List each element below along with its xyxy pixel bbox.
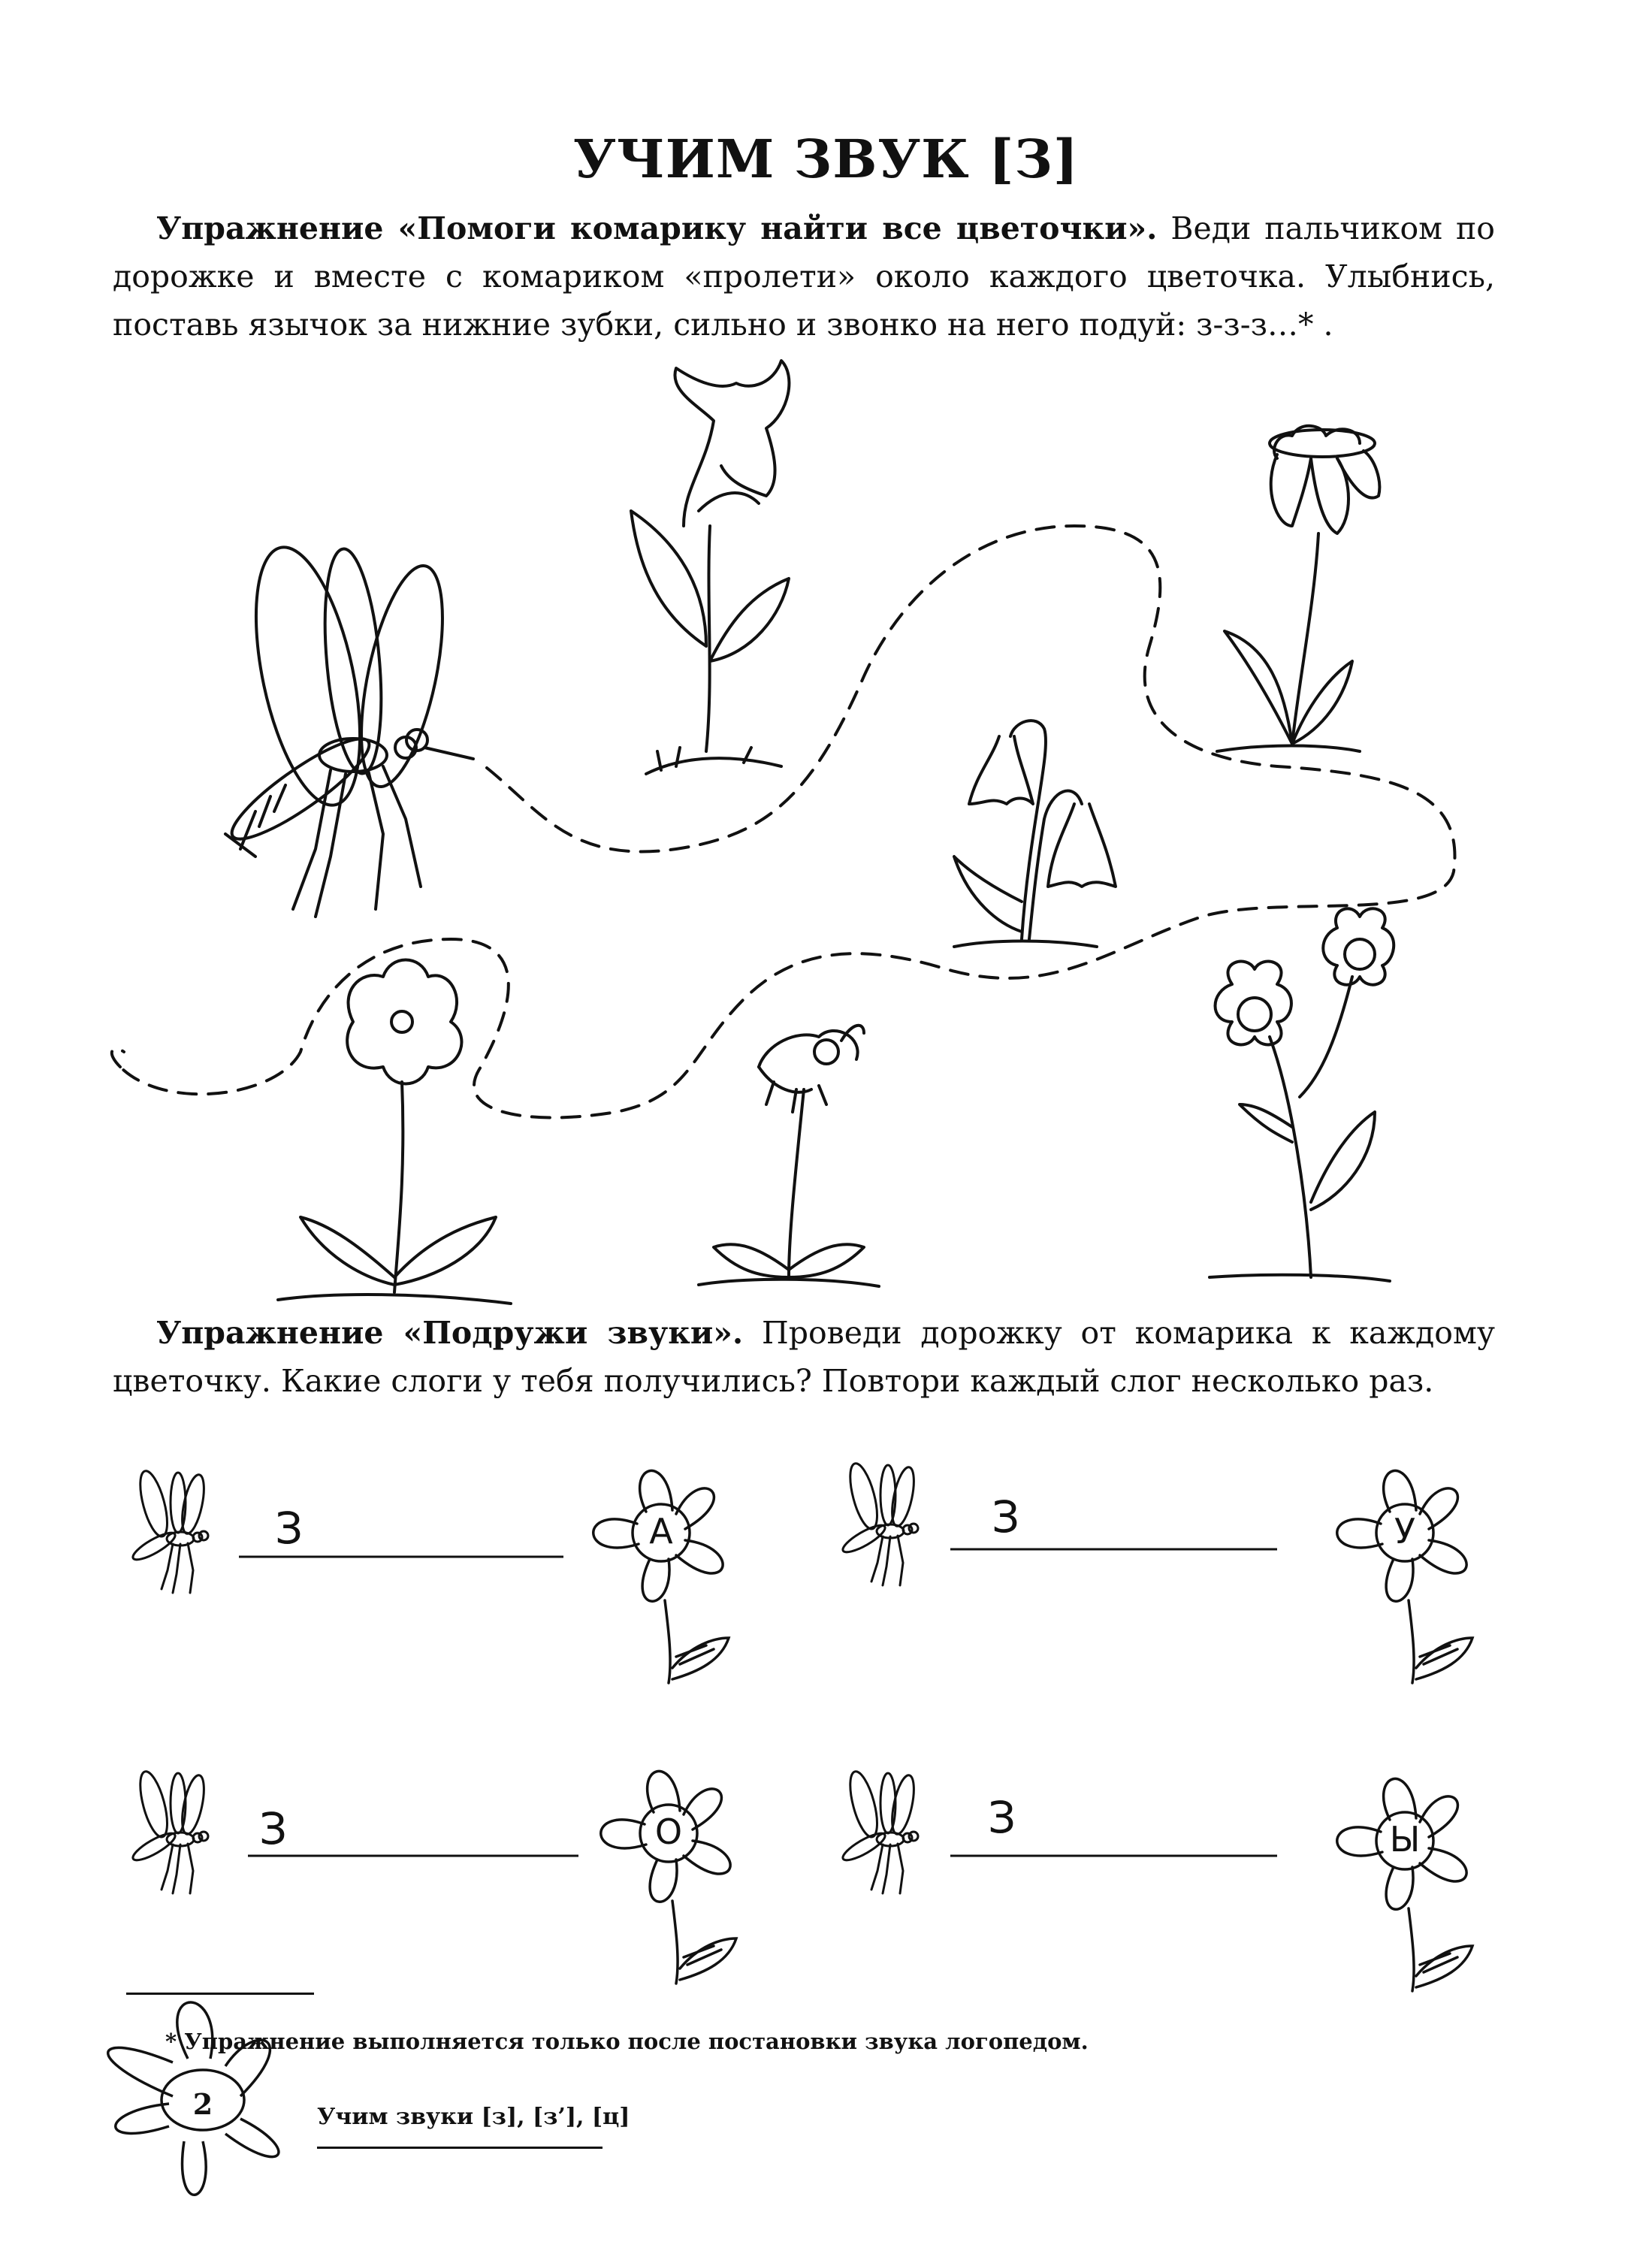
vowel-3: О [654, 1811, 683, 1852]
consonant-4: З [988, 1792, 1016, 1843]
page-number: 2 [192, 2087, 213, 2121]
exercise2-name: Упражнение «Подружи звуки». [156, 1315, 744, 1351]
consonant-2: З [992, 1491, 1020, 1542]
vowel-2: У [1394, 1511, 1416, 1552]
footnote: * Упражнение выполняется только после постановки звука логопедом. [165, 2029, 1089, 2054]
vowel-1: А [649, 1511, 673, 1552]
exercise1-name: Упражнение «Помоги комарику найти все цветочки». [156, 210, 1158, 246]
consonant-3: З [259, 1803, 288, 1854]
book-title-rule [317, 2147, 603, 2149]
page-title: УЧИМ ЗВУК [З] [573, 128, 1079, 190]
vowel-4: Ы [1389, 1819, 1421, 1860]
exercise1-text: Веди пальчиком по дорожке и вместе с комариком «пролети» около каждого цветочка. Улыбнись, поставь язычок за нижние зубки, сильно и звонко на него подуй: з-з-з…* . [113, 210, 1495, 343]
exercise2-text: Проведи дорожку от комарика к каждому цветочку. Какие слоги у тебя получились? Повтори каждый слог несколько раз. [113, 1315, 1495, 1399]
consonant-1: З [275, 1503, 304, 1554]
book-title: Учим звуки [з], [з’], [ц] [317, 2104, 630, 2130]
